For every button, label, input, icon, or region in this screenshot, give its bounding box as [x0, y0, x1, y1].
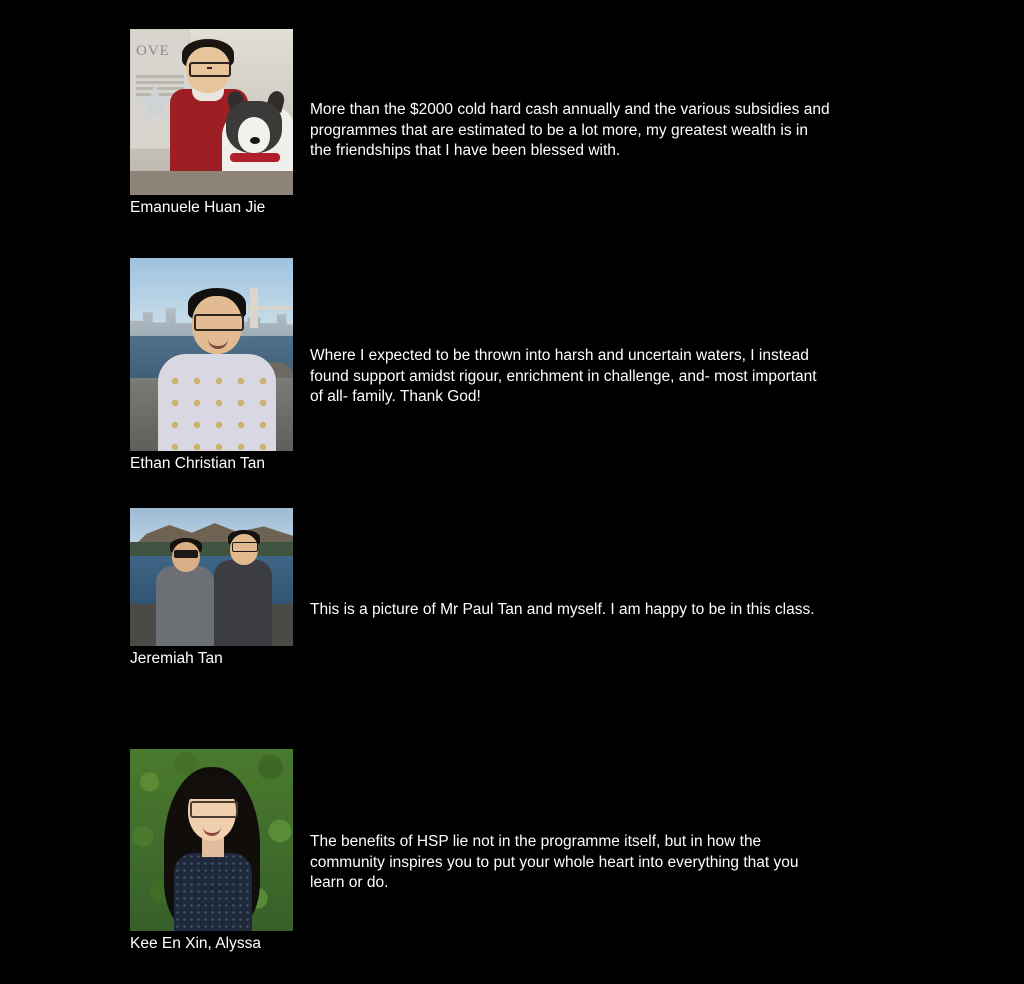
testimonial-photo-column [130, 749, 293, 954]
testimonial-quote: This is a picture of Mr Paul Tan and myself. I am happy to be in this class. [310, 601, 815, 618]
person-glasses [190, 801, 238, 818]
dog-collar [230, 153, 280, 162]
person-glasses [189, 62, 231, 77]
banner-logo: OVE [136, 43, 170, 59]
testimonial-photo-column [130, 29, 293, 218]
two-men-by-lake-photo [130, 508, 293, 646]
person-two-body [214, 560, 272, 646]
testimonial-photo-column [130, 508, 293, 669]
banner-text-lines [136, 75, 184, 78]
dog-nose [250, 137, 260, 144]
testimonial-quote: The benefits of HSP lie not in the programme itself, but in how the community inspires you to put your whole heart into everything that you learn or do. [310, 833, 799, 891]
dog-face [238, 117, 270, 153]
testimonial-name: Kee En Xin, Alyssa [130, 935, 261, 952]
testimonial-name: Ethan Christian Tan [130, 455, 265, 472]
boy-by-the-bay-photo [130, 258, 293, 451]
person-glasses [194, 314, 244, 331]
testimonial-name: Jeremiah Tan [130, 650, 223, 667]
testimonial-name: Emanuele Huan Jie [130, 199, 266, 216]
girl-in-front-of-foliage-photo [130, 749, 293, 931]
boy-with-husky-photo [130, 29, 293, 195]
person-one-sunglasses [174, 550, 198, 558]
testimonial-quote: Where I expected to be thrown into harsh and uncertain waters, I instead found support amidst rigour, enrichment in challenge, and- most important of all- family. Thank God! [310, 347, 817, 405]
testimonial-quote: More than the $2000 cold hard cash annually and the various subsidies and programmes that are estimated to be a lot more, my greatest wealth is in the friendships that I have been blessed with. [310, 101, 830, 159]
person-dress [174, 853, 252, 931]
person-fringe [182, 773, 242, 799]
person-two-glasses [232, 542, 258, 552]
person-one-body [156, 566, 214, 646]
hoodie-pattern [164, 370, 270, 450]
testimonial-photo-column [130, 258, 293, 474]
photo-foreground-table [130, 171, 293, 195]
